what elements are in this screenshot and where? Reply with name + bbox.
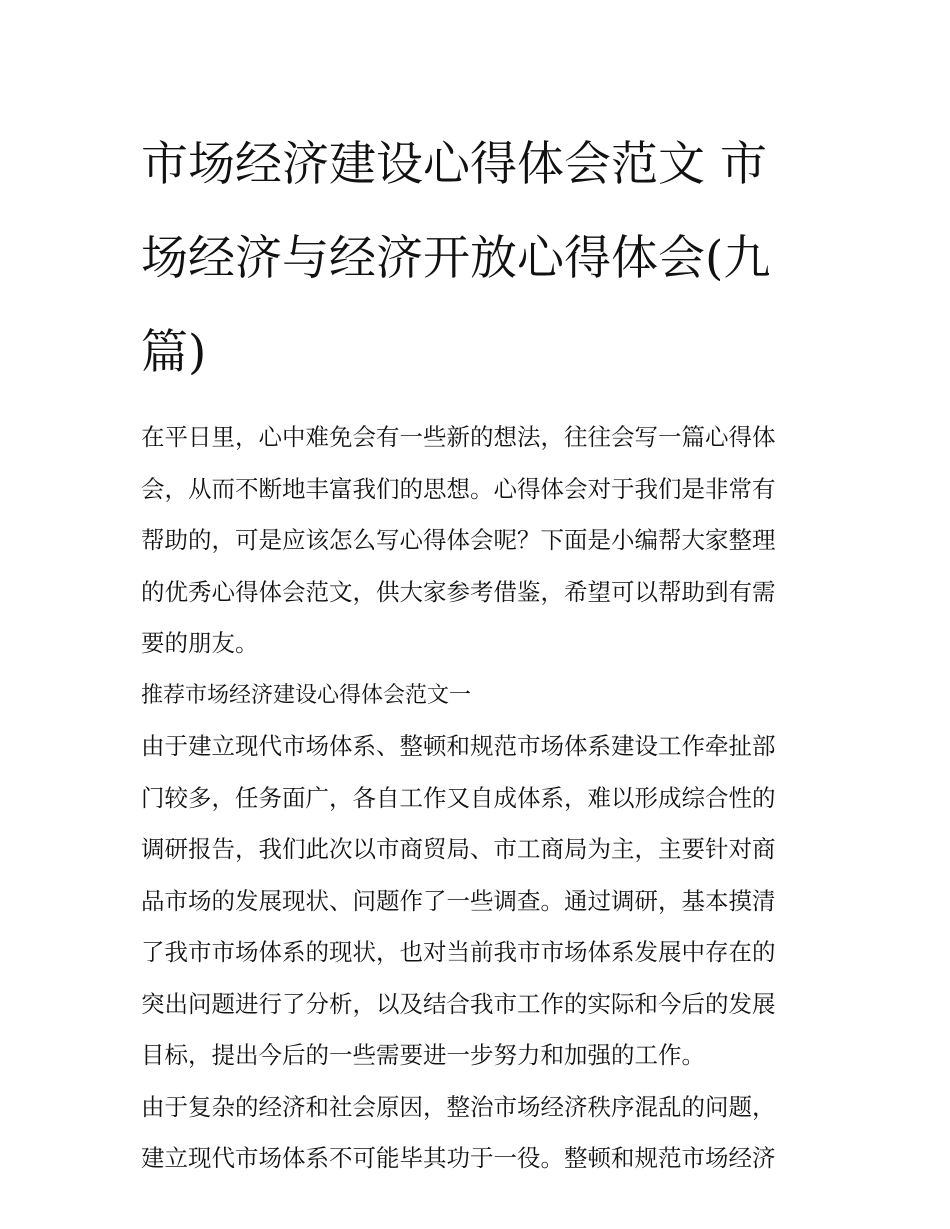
intro-line: 帮助的，可是应该怎么写心得体会呢？下面是小编帮大家整理 bbox=[141, 526, 776, 554]
body-paragraph-1 bbox=[141, 721, 813, 1082]
intro-line: 会，从而不断地丰富我们的思想。心得体会对于我们是非常有 bbox=[141, 474, 776, 503]
paragraph-line: 了我市市场体系的现状，也对当前我市市场体系发展中存在的 bbox=[141, 938, 776, 966]
paragraph-line: 建立现代市场体系不可能毕其功于一役。整顿和规范市场经济 bbox=[141, 1144, 776, 1172]
intro-line: 的优秀心得体会范文，供大家参考借鉴，希望可以帮助到有需 bbox=[141, 577, 776, 606]
document-title bbox=[141, 118, 813, 400]
title-line: 篇) bbox=[141, 325, 207, 380]
intro-line: 在平日里，心中难免会有一些新的想法，往往会写一篇心得体 bbox=[141, 423, 776, 451]
paragraph-line: 突出问题进行了分析，以及结合我市工作的实际和今后的发展 bbox=[141, 989, 776, 1018]
paragraph-line: 门较多，任务面广，各自工作又自成体系，难以形成综合性的 bbox=[141, 783, 776, 812]
document-body bbox=[141, 412, 813, 1185]
paragraph-line: 由于复杂的经济和社会原因，整治市场经济秩序混乱的问题， bbox=[141, 1092, 776, 1121]
paragraph-line: 目标，提出今后的一些需要进一步努力和加强的工作。 bbox=[141, 1041, 705, 1069]
title-line: 市场经济建设心得体会范文 市 bbox=[141, 137, 767, 192]
document-page bbox=[141, 118, 813, 1185]
section-heading: 推荐市场经济建设心得体会范文一 bbox=[141, 682, 472, 708]
body-paragraph-2 bbox=[141, 1082, 813, 1185]
paragraph-line: 调研报告，我们此次以市商贸局、市工商局为主，主要针对商 bbox=[141, 835, 776, 863]
paragraph-line: 品市场的发展现状、问题作了一些调查。通过调研，基本摸清 bbox=[141, 886, 776, 915]
intro-paragraph bbox=[141, 412, 813, 670]
title-line: 场经济与经济开放心得体会(九 bbox=[141, 231, 771, 286]
intro-line: 要的朋友。 bbox=[141, 629, 259, 657]
paragraph-line: 由于建立现代市场体系、整顿和规范市场体系建设工作牵扯部 bbox=[141, 732, 776, 760]
